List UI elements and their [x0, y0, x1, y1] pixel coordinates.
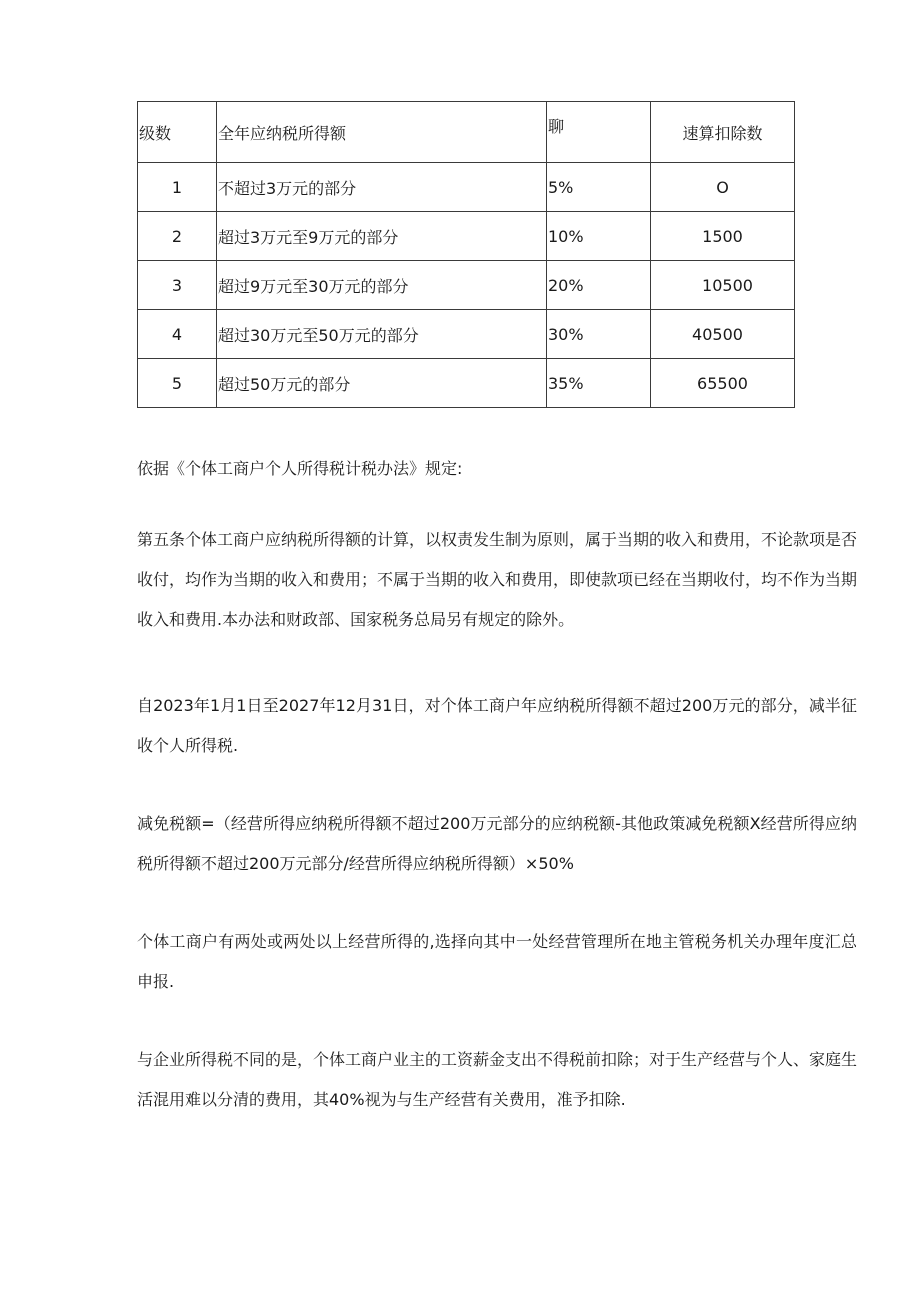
cell-deduction: O — [651, 163, 795, 212]
paragraph-formula: 减免税额=（经营所得应纳税所得额不超过200万元部分的应纳税额-其他政策减免税额X经营所得应纳税所得额不超过200万元部分/经营所得应纳税所得额）×50% — [137, 814, 857, 873]
paragraph-multiple-income: 个体工商户有两处或两处以上经营所得的,选择向其中一处经营管理所在地主管税务机关办理年度汇总申报. — [137, 932, 857, 991]
cell-rate: 35% — [547, 359, 651, 408]
cell-level: 2 — [138, 212, 217, 261]
cell-level: 3 — [138, 261, 217, 310]
tax-rate-table — [137, 101, 795, 408]
paragraph-basis: 依据《个体工商户个人所得税计税办法》规定: — [137, 459, 463, 478]
paragraph-deduction-rule: 与企业所得税不同的是，个体工商户业主的工资薪金支出不得税前扣除；对于生产经营与个人、家庭生活混用难以分清的费用，其40%视为与生产经营有关费用，准予扣除. — [137, 1050, 858, 1109]
cell-deduction: 1500 — [651, 212, 795, 261]
paragraph-article-five: 第五条个体工商户应纳税所得额的计算，以权责发生制为原则，属于当期的收入和费用，不论款项是否收付，均作为当期的收入和费用；不属于当期的收入和费用，即使款项已经在当期收付，均不作为当期收入和费用.本办法和财政部、国家税务总局另有规定的除外。 — [137, 530, 858, 629]
header-level: 级数 — [138, 102, 217, 163]
cell-range: 超过50万元的部分 — [217, 359, 547, 408]
cell-level: 4 — [138, 310, 217, 359]
header-range: 全年应纳税所得额 — [217, 102, 547, 163]
table-row — [138, 261, 795, 310]
cell-rate: 20% — [547, 261, 651, 310]
cell-deduction: 40500 — [651, 310, 795, 359]
cell-range: 超过3万元至9万元的部分 — [217, 212, 547, 261]
header-rate: 聊 — [547, 102, 651, 163]
cell-range: 超过30万元至50万元的部分 — [217, 310, 547, 359]
paragraph-half-reduction: 自2023年1月1日至2027年12月31日，对个体工商户年应纳税所得额不超过200万元的部分，减半征收个人所得税. — [137, 696, 857, 755]
cell-range: 不超过3万元的部分 — [217, 163, 547, 212]
table-row — [138, 310, 795, 359]
cell-level: 5 — [138, 359, 217, 408]
header-deduction: 速算扣除数 — [651, 102, 795, 163]
cell-range: 超过9万元至30万元的部分 — [217, 261, 547, 310]
cell-deduction: 10500 — [651, 261, 795, 310]
cell-deduction: 65500 — [651, 359, 795, 408]
cell-rate: 5% — [547, 163, 651, 212]
table-header-row — [138, 102, 795, 163]
table-row — [138, 359, 795, 408]
table-row — [138, 212, 795, 261]
cell-level: 1 — [138, 163, 217, 212]
cell-rate: 30% — [547, 310, 651, 359]
cell-rate: 10% — [547, 212, 651, 261]
table-row — [138, 163, 795, 212]
